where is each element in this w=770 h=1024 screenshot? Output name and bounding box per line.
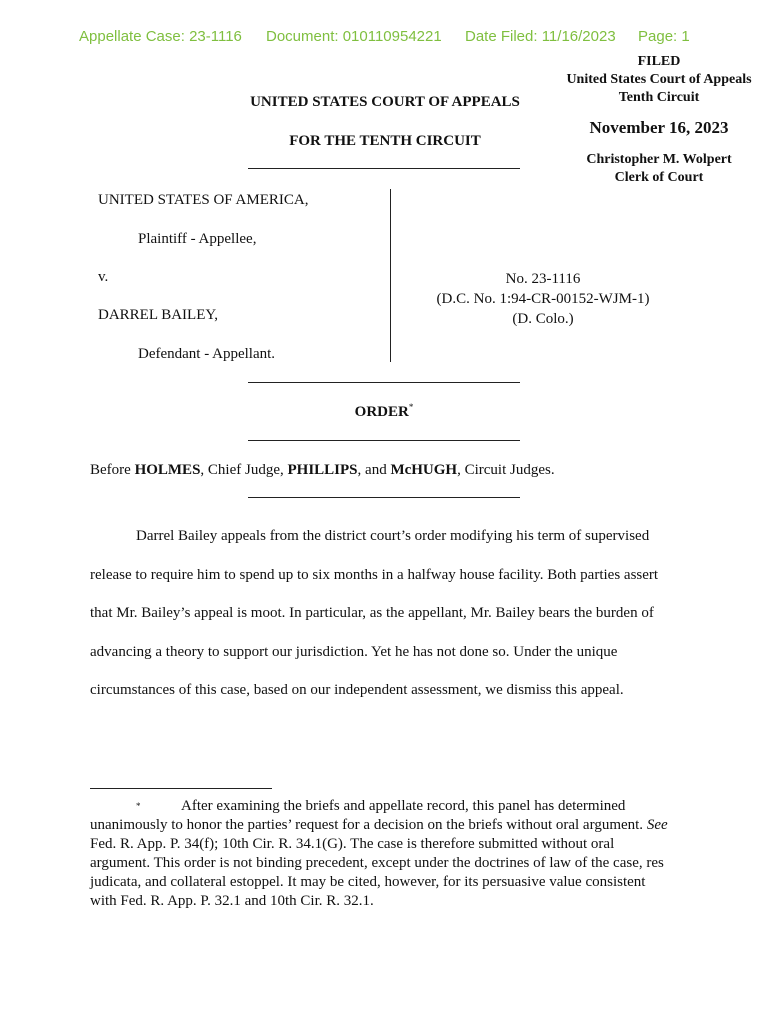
- versus: v.: [98, 269, 109, 285]
- stamp-page-number: Page: 1: [638, 28, 690, 45]
- stamp-case-number: Appellate Case: 23-1116: [79, 28, 242, 45]
- footnote-see: See: [646, 817, 668, 833]
- plaintiff-name: UNITED STATES OF AMERICA,: [98, 192, 309, 208]
- defendant-name: DARREL BAILEY,: [98, 307, 218, 323]
- clerk-name: Christopher M. Wolpert: [586, 152, 732, 167]
- footnote-marker: *: [136, 801, 141, 811]
- caption-divider: [390, 189, 391, 362]
- footnote-divider: [90, 788, 272, 789]
- filed-court: United States Court of Appeals: [566, 72, 752, 87]
- footnote: [90, 797, 670, 911]
- caption-bottom-divider: [248, 382, 520, 383]
- judge-phillips: PHILLIPS: [287, 462, 358, 478]
- order-body: [90, 517, 680, 710]
- panel-prefix: Before: [90, 462, 135, 478]
- heading-divider: [248, 168, 520, 169]
- judge-holmes-title: , Chief Judge,: [200, 462, 288, 478]
- panel-divider: [248, 497, 520, 498]
- footnote-text-2: Fed. R. App. P. 34(f); 10th Cir. R. 34.1(G). The case is therefore submitted without oral argument. This order is not binding precedent, except under the doctrines of law of the case, res judicata, and collateral estoppel. It may be cited, however, for its persuasive value consistent with Fed. R. App. P. 32.1 and 10th Cir. R. 32.1.: [90, 836, 664, 909]
- stamp-document-number: Document: 010110954221: [266, 28, 442, 45]
- footnote-text-1: After examining the briefs and appellate record, this panel has determined unanimously to honor the parties’ request for a decision on the briefs without oral argument.: [90, 798, 647, 833]
- stamp-date-filed: Date Filed: 11/16/2023: [465, 28, 616, 45]
- case-number: No. 23-1116: [505, 271, 581, 287]
- judge-holmes: HOLMES: [134, 462, 201, 478]
- filed-circuit: Tenth Circuit: [618, 90, 700, 105]
- filed-label: FILED: [637, 54, 681, 69]
- court-heading-line2: FOR THE TENTH CIRCUIT: [289, 133, 481, 149]
- panel-suffix: , Circuit Judges.: [457, 462, 555, 478]
- order-title-text: ORDER: [354, 404, 409, 420]
- order-title: [248, 402, 520, 421]
- plaintiff-role: Plaintiff - Appellee,: [138, 231, 257, 247]
- filed-date: November 16, 2023: [589, 118, 729, 137]
- order-divider: [248, 440, 520, 441]
- panel-line: [90, 462, 555, 479]
- district: (D. Colo.): [512, 311, 574, 327]
- order-footnote-marker: *: [408, 402, 414, 412]
- filed-stamp: [548, 53, 770, 187]
- clerk-title: Clerk of Court: [614, 170, 704, 185]
- judge-mchugh: McHUGH: [390, 462, 458, 478]
- case-numbers: [418, 269, 668, 329]
- panel-connector: , and: [357, 462, 391, 478]
- defendant-role: Defendant - Appellant.: [138, 346, 276, 362]
- body-paragraph: Darrel Bailey appeals from the district court’s order modifying his term of supervised release to require him to spend up to six months in a halfway house facility. Both parties assert that Mr. Bailey’s appeal is moot. In particular, as the appellant, Mr. Bailey bears the burden of advancing a theory to support our jurisdiction. Yet he has not done so. Under the unique circumstances of this case, based on our independent assessment, we dismiss this appeal.: [90, 528, 659, 698]
- district-court-number: (D.C. No. 1:94-CR-00152-WJM-1): [436, 291, 650, 307]
- court-heading-line1: UNITED STATES COURT OF APPEALS: [250, 94, 520, 110]
